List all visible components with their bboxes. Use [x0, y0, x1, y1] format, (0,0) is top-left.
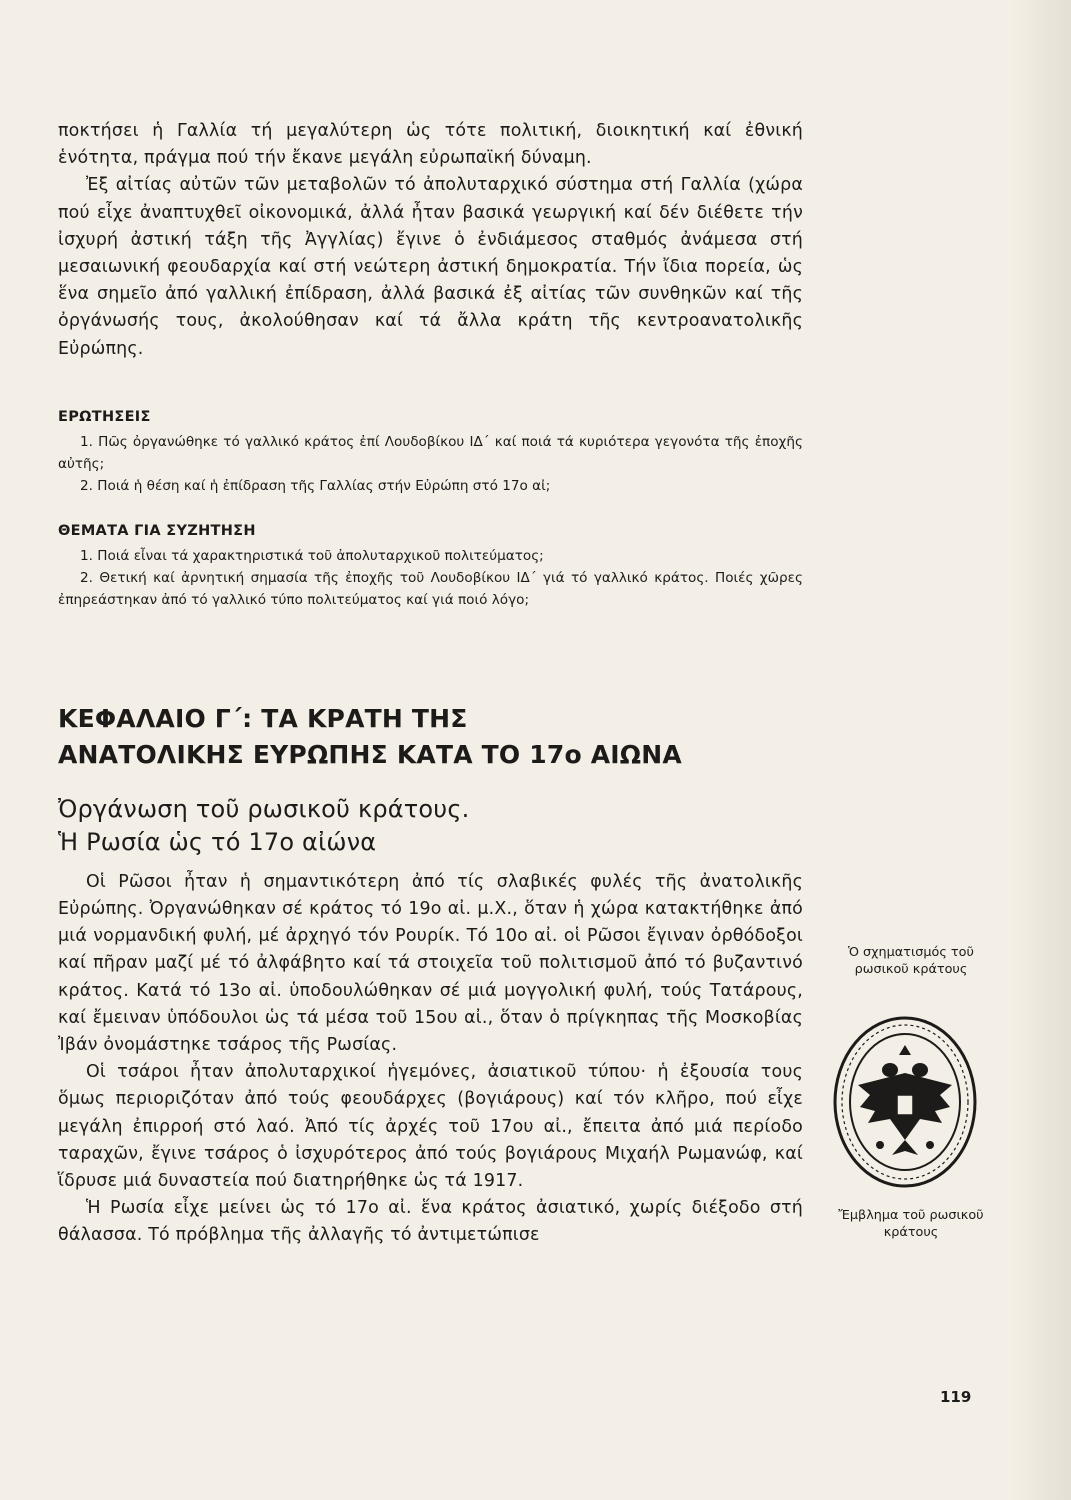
- body-paragraph-3: Ἡ Ρωσία εἶχε μείνει ὡς τό 17ο αἰ. ἕνα κράτος ἀσιατικό, χωρίς διέξοδο στή θάλασσα. Τό πρόβλημα τῆς ἀλλαγῆς τό ἀντιμετώπισε: [58, 1198, 803, 1246]
- discussion-item-1: 1. Ποιά εἶναι τά χαρακτηριστικά τοῦ ἀπολυταρχικοῦ πολιτεύματος;: [80, 547, 544, 564]
- sidebar-caption-map: Ὁ σχηματισμός τοῦ ρωσικοῦ κράτους: [848, 945, 974, 977]
- page-edge-shadow: [1011, 0, 1071, 1500]
- question-1: 1. Πῶς ὀργανώθηκε τό γαλλικό κράτος ἐπί Λουδοβίκου ΙΔ΄ καί ποιά τά κυριότερα γεγονότα τῆς ἐποχῆς αὐτῆς;: [58, 433, 803, 472]
- main-column: [58, 118, 803, 1250]
- sidebar-caption-emblem: Ἔμβλημα τοῦ ρωσικοῦ κράτους: [838, 1208, 984, 1240]
- page-number: 119: [940, 1388, 972, 1406]
- section-subtitle-line-2: Ἡ Ρωσία ὡς τό 17ο αἰώνα: [58, 827, 377, 856]
- body-paragraph-2: Οἱ τσάροι ἦταν ἀπολυταρχικοί ἡγεμόνες, ἀσιατικοῦ τύπου· ἡ ἐξουσία τους ὅμως περιοριζόταν ἀπό τούς φεουδάρχες (βογιάρους) καί τόν κλῆρο, πού εἶχε μεγάλη ἐπιρροή στό λαό. Ἀπό τίς ἀρχές τοῦ 17ου αἰ., ἔπειτα ἀπό μιά περίοδο ταραχῶν, ἔγινε τσάρος ὁ ἰσχυρότερος ἀπό τούς βογιάρους Μιχαήλ Ρωμανώφ, καί ἵδρυσε μιά δυναστεία πού διατηρήθηκε ὡς τά 1917.: [58, 1062, 803, 1192]
- discussion-item-2: 2. Θετική καί ἀρνητική σημασία τῆς ἐποχῆς τοῦ Λουδοβίκου ΙΔ΄ γιά τό γαλλικό κράτος. Ποιές χῶρες ἐπηρεάστηκαν ἀπό τό γαλλικό τύπο πολιτεύματος καί γιά ποιό λόγο;: [58, 569, 803, 608]
- body-paragraph-1: Οἱ Ρῶσοι ἦταν ἡ σημαντικότερη ἀπό τίς σλαβικές φυλές τῆς ἀνατολικῆς Εὐρώπης. Ὀργανώθηκαν σέ κράτος τό 19ο αἰ. μ.Χ., ὅταν ἡ χώρα κατακτήθηκε ἀπό μιά νορμανδική φυλή, μέ ἀρχηγό τόν Ρουρίκ. Τό 10ο αἰ. οἱ Ρῶσοι ἔγιναν ὀρθόδοξοι καί πῆραν μαζί μέ τό ἀλφάβητο καί τά στοιχεῖα τοῦ πολιτισμοῦ ἀπό τό βυζαντινό κράτος. Κατά τό 13ο αἰ. ὑποδουλώθηκαν σέ μιά μογγολική φυλή, τούς Τατάρους, καί ἔμειναν ὑπόδουλοι ὡς τά μέσα τοῦ 15ου αἰ., ὅταν ὁ πρίγκηπας τῆς Μοσκοβίας Ἰβάν ὀνομάστηκε τσάρος τῆς Ρωσίας.: [58, 871, 803, 1056]
- russian-eagle-emblem: [830, 1015, 980, 1190]
- questions-heading: ΕΡΩΤΗΣΕΙΣ: [58, 408, 151, 425]
- intro-paragraph-2: Ἐξ αἰτίας αὐτῶν τῶν μεταβολῶν τό ἀπολυταρχικό σύστημα στή Γαλλία (χώρα πού εἶχε ἀναπτυχθεῖ οἰκονομικά, ἀλλά ἦταν βασικά γεωργική καί δέν διέθετε τήν ἰσχυρή ἀστική τάξη τῆς Ἀγγλίας) ἔγινε ὁ ἐνδιάμεσος σταθμός ἀνάμεσα στή μεσαιωνική φεουδαρχία καί στή νεώτερη ἀστική δημοκρατία. Τήν ἴδια πορεία, ὡς ἕνα σημεῖο ἀπό γαλλική ἐπίδραση, ἀλλά βασικά ἐξ αἰτίας τῶν συνθηκῶν καί τῆς ὀργάνωσής τους, ἀκολούθησαν καί τά ἄλλα κράτη τῆς κεντροανατολικῆς Εὐρώπης.: [58, 175, 803, 359]
- chapter-title-line-2: ΑΝΑΤΟΛΙΚΗΣ ΕΥΡΩΠΗΣ ΚΑΤΑ ΤΟ 17ο ΑΙΩΝΑ: [58, 739, 682, 769]
- intro-paragraph-1: ποκτήσει ἡ Γαλλία τή μεγαλύτερη ὡς τότε πολιτική, διοικητική καί ἐθνική ἑνότητα, πράγμα πού τήν ἔκανε μεγάλη εὐρωπαϊκή δύναμη.: [58, 121, 803, 169]
- section-subtitle-line-1: Ὀργάνωση τοῦ ρωσικοῦ κράτους.: [58, 794, 470, 823]
- chapter-title-line-1: ΚΕΦΑΛΑΙΟ Γ΄: ΤΑ ΚΡΑΤΗ ΤΗΣ: [58, 703, 468, 733]
- discussion-heading: ΘΕΜΑΤΑ ΓΙΑ ΣΥΖΗΤΗΣΗ: [58, 522, 256, 539]
- question-2: 2. Ποιά ἡ θέση καί ἡ ἐπίδραση τῆς Γαλλίας στήν Εὐρώπη στό 17ο αἰ;: [80, 477, 551, 494]
